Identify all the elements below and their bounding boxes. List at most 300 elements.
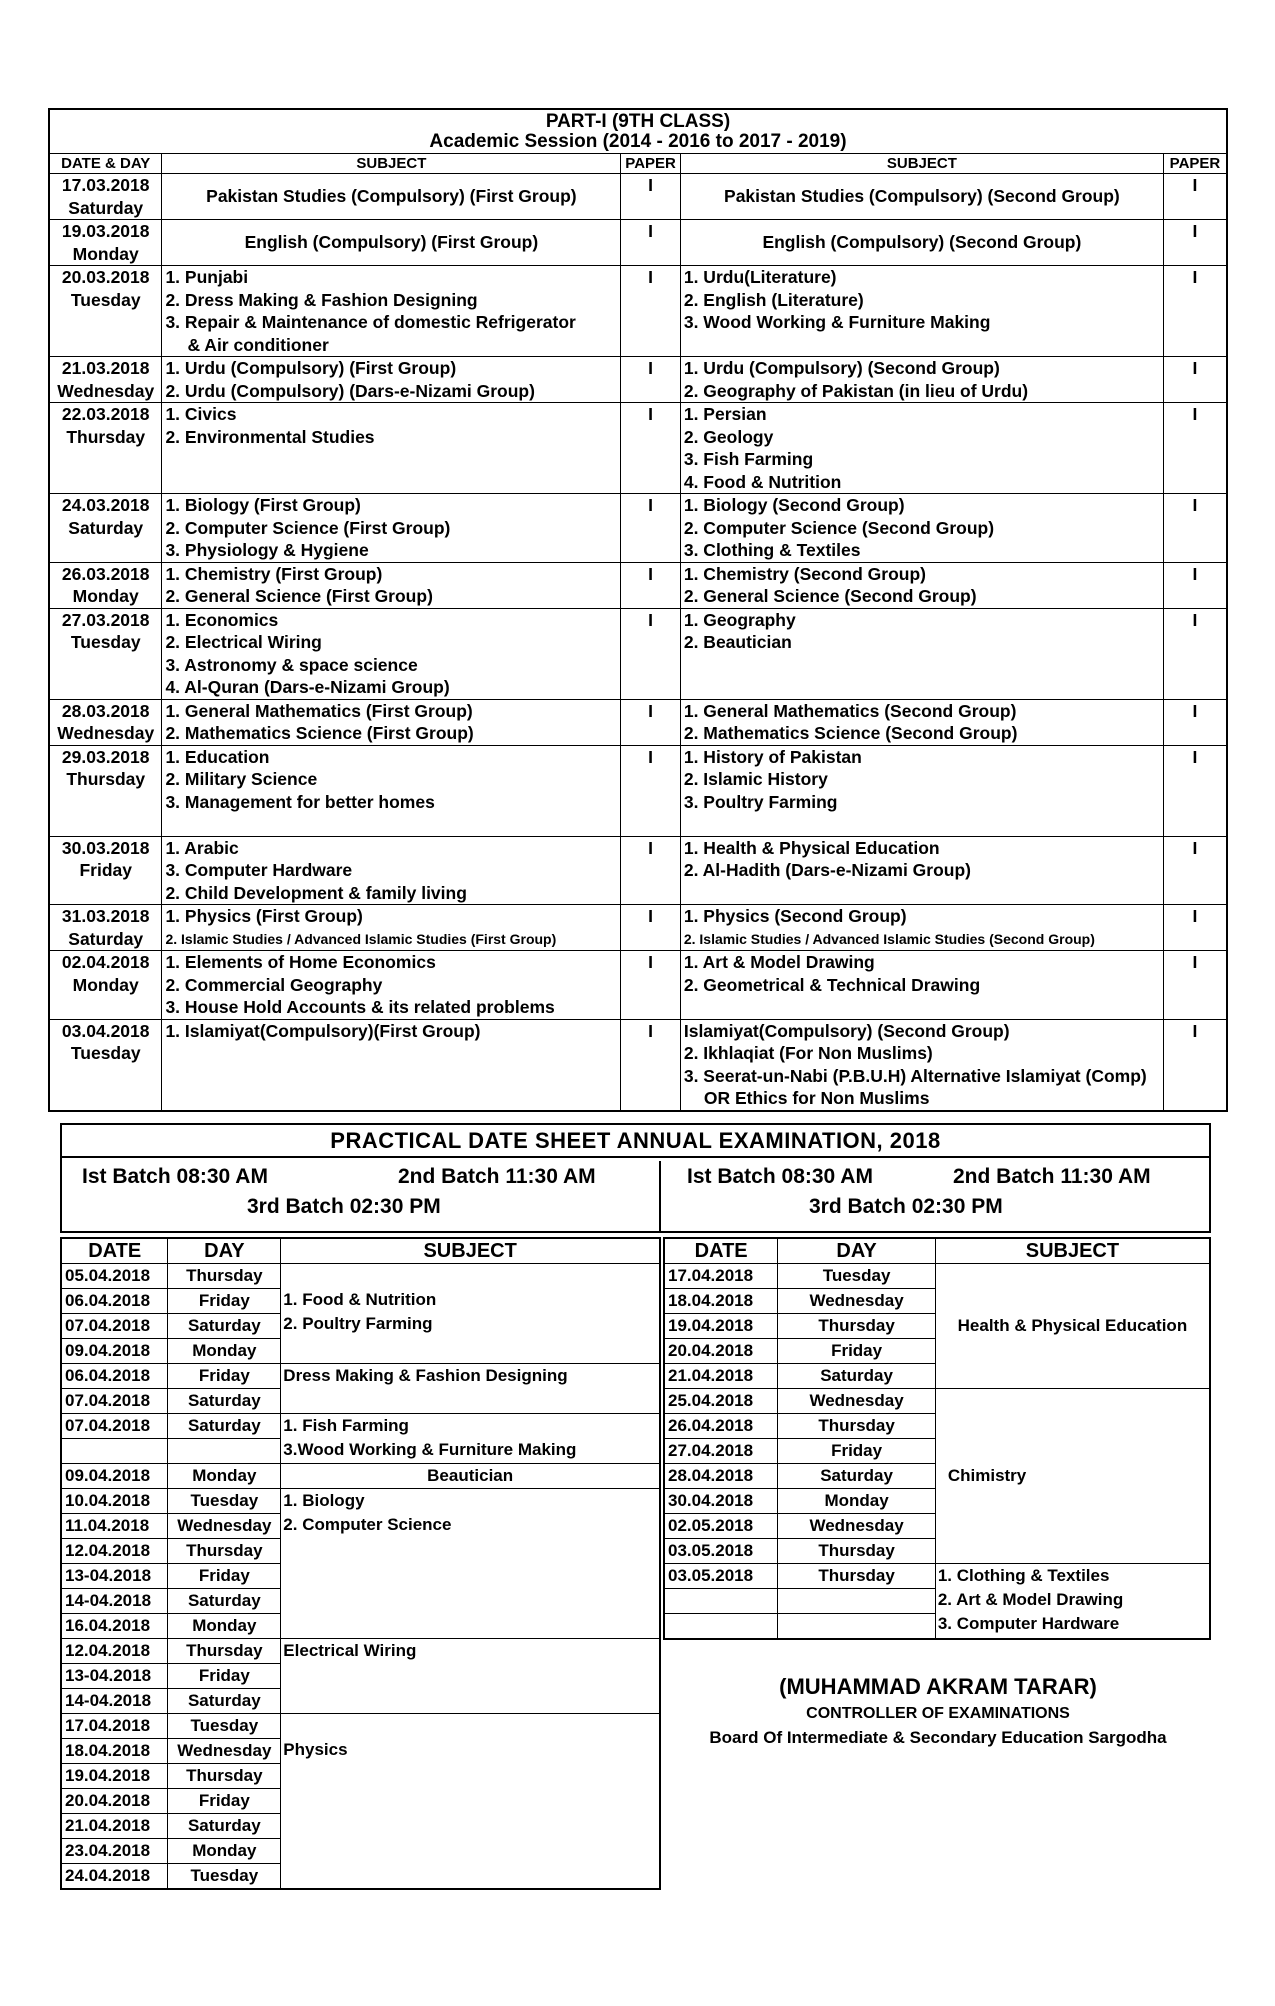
practical-day: Tuesday xyxy=(168,1714,281,1739)
subject-line: 1. Biology (First Group) xyxy=(165,495,361,515)
subject-line: 1. Arabic xyxy=(165,837,239,858)
exam-day: Thursday xyxy=(66,426,146,447)
date-day-cell xyxy=(49,699,162,745)
exam-date: 21.03.2018 xyxy=(61,358,150,378)
paper-cell: I xyxy=(1163,745,1227,836)
subject-cell xyxy=(162,836,621,905)
practical-day: Wednesday xyxy=(778,1389,936,1414)
practical-date: 12.04.2018 xyxy=(61,1539,168,1564)
practical-date: 14-04.2018 xyxy=(61,1589,168,1614)
practical-day: Thursday xyxy=(168,1639,281,1664)
subject-line: 2. General Science (First Group) xyxy=(165,586,433,606)
practical-day: Monday xyxy=(778,1489,936,1514)
subject-cell xyxy=(162,1019,621,1111)
date-day-cell xyxy=(49,494,162,563)
subject-line: 2. Commercial Geography xyxy=(165,974,383,995)
practical-day: Saturday xyxy=(778,1464,936,1489)
date-day-cell xyxy=(49,266,162,357)
practical-date: 09.04.2018 xyxy=(61,1339,168,1364)
practical-subject-cell xyxy=(281,1264,660,1364)
subject-cell xyxy=(162,266,621,357)
subject-line: Pakistan Studies (Compulsory) (First Group) xyxy=(206,186,577,207)
exam-row xyxy=(49,357,1227,403)
subject-line: OR Ethics for Non Muslims xyxy=(703,1088,930,1108)
signature-block xyxy=(663,1672,1213,1750)
practical-day: Friday xyxy=(168,1364,281,1389)
practical-date: 26.04.2018 xyxy=(664,1414,778,1439)
subject-line: 2. Al-Hadith (Dars-e-Nizami Group) xyxy=(683,860,971,880)
practical-subject: Dress Making & Fashion Designing xyxy=(283,1366,568,1385)
subject-line xyxy=(684,813,1160,836)
paper-cell: I xyxy=(621,403,681,494)
subject-cell xyxy=(680,357,1163,403)
subject-cell xyxy=(680,220,1163,266)
subject-line: 1. Physics (Second Group) xyxy=(683,906,907,926)
subject-line: 1. Chemistry (Second Group) xyxy=(683,563,926,584)
subject-line: 1. Education xyxy=(165,746,270,767)
subject-line: 2. Geology xyxy=(683,426,774,447)
exam-date: 30.03.2018 xyxy=(61,837,150,858)
batch-1-time: Ist Batch 08:30 AM xyxy=(82,1165,268,1188)
practical-day: Friday xyxy=(168,1664,281,1689)
practical-date: 17.04.2018 xyxy=(61,1714,168,1739)
paper-cell: I xyxy=(1163,951,1227,1020)
practical-day: Wednesday xyxy=(168,1739,281,1764)
exam-date: 28.03.2018 xyxy=(61,700,150,721)
subject-line: 1. Persian xyxy=(683,404,767,424)
practical-subject: Beautician xyxy=(427,1466,514,1485)
subject-line: 1. Art & Model Drawing xyxy=(683,952,875,972)
subject-line: 1. Health & Physical Education xyxy=(683,837,940,858)
exam-row xyxy=(49,403,1227,494)
paper-cell: I xyxy=(1163,1019,1227,1111)
paper-cell: I xyxy=(621,266,681,357)
day-header: DAY xyxy=(778,1238,936,1264)
subject-line: 2. Military Science xyxy=(165,769,318,789)
practical-header-row xyxy=(61,1238,660,1264)
subject-line: 3. Computer Hardware xyxy=(165,860,353,880)
paper-cell: I xyxy=(1163,357,1227,403)
practical-subject: Chimistry xyxy=(947,1466,1027,1485)
paper-cell: I xyxy=(621,1019,681,1111)
paper-cell: I xyxy=(1163,494,1227,563)
practical-date: 28.04.2018 xyxy=(664,1464,778,1489)
practical-header-row xyxy=(664,1238,1210,1264)
subject-cell xyxy=(680,951,1163,1020)
date-day-cell xyxy=(49,174,162,220)
subject-line: 2. General Science (Second Group) xyxy=(683,586,977,606)
subject-line xyxy=(165,1042,617,1065)
exam-date: 29.03.2018 xyxy=(61,746,150,767)
exam-day: Tuesday xyxy=(70,632,141,652)
practical-date: 03.05.2018 xyxy=(664,1539,778,1564)
practical-day: Saturday xyxy=(168,1414,281,1439)
subject-cell xyxy=(680,494,1163,563)
practical-row xyxy=(61,1489,660,1514)
practical-subject: 3.Wood Working & Furniture Making xyxy=(283,1440,577,1459)
date-day-cell xyxy=(49,905,162,951)
practical-day: Thursday xyxy=(778,1539,936,1564)
paper-cell: I xyxy=(621,951,681,1020)
practical-date: 11.04.2018 xyxy=(61,1514,168,1539)
practical-day: Tuesday xyxy=(168,1864,281,1890)
practical-subject: 2. Art & Model Drawing xyxy=(937,1590,1124,1609)
exam-row xyxy=(49,220,1227,266)
paper-cell: I xyxy=(1163,562,1227,608)
subject-cell xyxy=(162,403,621,494)
practical-day: Thursday xyxy=(778,1564,936,1589)
practical-subject-cell xyxy=(281,1489,660,1639)
subject-line: English (Compulsory) (Second Group) xyxy=(762,232,1082,253)
subject-line: 3. Fish Farming xyxy=(683,449,814,469)
paper-cell: I xyxy=(621,562,681,608)
practical-subject-cell xyxy=(281,1414,660,1464)
practical-day: Friday xyxy=(778,1339,936,1364)
subject-cell xyxy=(680,905,1163,951)
practical-subject-cell xyxy=(935,1564,1210,1640)
date-day-cell xyxy=(49,220,162,266)
practical-date: 23.04.2018 xyxy=(61,1839,168,1864)
subject-cell xyxy=(680,174,1163,220)
paper-cell: I xyxy=(621,699,681,745)
paper-cell: I xyxy=(1163,836,1227,905)
subject-line: 1. General Mathematics (First Group) xyxy=(165,700,473,721)
paper-cell: I xyxy=(1163,905,1227,951)
subject-cell xyxy=(680,562,1163,608)
batch-times-left xyxy=(62,1161,661,1231)
practical-row xyxy=(61,1639,660,1664)
practical-day: Friday xyxy=(778,1439,936,1464)
practical-day: Saturday xyxy=(168,1814,281,1839)
subject-line: 3. Poultry Farming xyxy=(683,791,838,812)
practical-row xyxy=(61,1364,660,1389)
paper-cell: I xyxy=(1163,174,1227,220)
practical-day: Thursday xyxy=(778,1414,936,1439)
practical-row xyxy=(61,1714,660,1739)
practical-row xyxy=(664,1389,1210,1414)
exam-date: 03.04.2018 xyxy=(61,1020,150,1041)
subject-line: 3. Wood Working & Furniture Making xyxy=(683,312,991,332)
subject-cell xyxy=(162,905,621,951)
subject-line: Islamiyat(Compulsory) (Second Group) xyxy=(683,1020,1010,1041)
exam-row xyxy=(49,494,1227,563)
paper-header: PAPER xyxy=(621,154,681,174)
date-day-cell xyxy=(49,608,162,699)
practical-subject xyxy=(283,1336,657,1360)
exam-row xyxy=(49,745,1227,836)
subject-line: 4. Al-Quran (Dars-e-Nizami Group) xyxy=(165,677,450,697)
subject-cell xyxy=(162,951,621,1020)
practical-day: Friday xyxy=(168,1789,281,1814)
practical-subject: 1. Fish Farming xyxy=(283,1416,409,1435)
subject-line: 3. Repair & Maintenance of domestic Refrigerator xyxy=(165,312,576,332)
practical-date: 24.04.2018 xyxy=(61,1864,168,1890)
subject-line: 3. Seerat-un-Nabi (P.B.U.H) Alternative Islamiyat (Comp) xyxy=(683,1065,1147,1086)
subject-line: & Air conditioner xyxy=(187,334,329,355)
paper-cell: I xyxy=(621,174,681,220)
subject-cell xyxy=(680,699,1163,745)
practical-day: Thursday xyxy=(168,1764,281,1789)
date-day-cell xyxy=(49,836,162,905)
practical-subject-cell xyxy=(281,1639,660,1714)
subject-cell xyxy=(162,608,621,699)
subject-line: English (Compulsory) (First Group) xyxy=(244,232,539,253)
practical-date xyxy=(664,1589,778,1614)
exam-date: 17.03.2018 xyxy=(61,175,150,195)
practical-subject xyxy=(283,1714,657,1738)
paper-cell: I xyxy=(621,494,681,563)
exam-date: 19.03.2018 xyxy=(61,221,150,241)
exam-row xyxy=(49,905,1227,951)
practical-date: 30.04.2018 xyxy=(664,1489,778,1514)
practical-subject: 3. Computer Hardware xyxy=(937,1614,1120,1633)
practical-day: Thursday xyxy=(168,1539,281,1564)
paper-cell: I xyxy=(1163,220,1227,266)
subject-line: 2. Geometrical & Technical Drawing xyxy=(683,974,981,995)
practical-subject-cell xyxy=(281,1714,660,1890)
date-day-cell xyxy=(49,403,162,494)
practical-date xyxy=(61,1439,168,1464)
exam-day: Saturday xyxy=(68,197,144,218)
subject-cell xyxy=(680,745,1163,836)
subject-line: 1. Urdu (Compulsory) (First Group) xyxy=(165,358,457,378)
subject-line: 1. Economics xyxy=(165,609,279,630)
practical-date: 21.04.2018 xyxy=(61,1814,168,1839)
subject-line xyxy=(165,1065,617,1088)
subject-cell xyxy=(680,266,1163,357)
paper-cell: I xyxy=(1163,403,1227,494)
part-title: PART-I (9TH CLASS) xyxy=(545,111,731,132)
batch-1-time: Ist Batch 08:30 AM xyxy=(687,1165,873,1188)
paper-cell: I xyxy=(621,220,681,266)
practical-day: Monday xyxy=(168,1614,281,1639)
practical-day: Friday xyxy=(168,1289,281,1314)
paper-header: PAPER xyxy=(1163,154,1227,174)
subject-line: 3. House Hold Accounts & its related problems xyxy=(165,997,555,1017)
subject-cell xyxy=(162,745,621,836)
date-header: DATE xyxy=(61,1238,168,1264)
subject-cell xyxy=(162,699,621,745)
practical-day: Friday xyxy=(168,1564,281,1589)
practical-date: 14-04.2018 xyxy=(61,1689,168,1714)
paper-cell: I xyxy=(621,357,681,403)
practical-date: 18.04.2018 xyxy=(61,1739,168,1764)
exam-day: Saturday xyxy=(68,517,144,538)
practical-subject: 2. Computer Science xyxy=(283,1515,452,1534)
subject-cell xyxy=(680,608,1163,699)
subject-line: 2. Islamic History xyxy=(683,769,828,789)
subject-cell xyxy=(680,403,1163,494)
practical-date: 12.04.2018 xyxy=(61,1639,168,1664)
controller-name: (MUHAMMAD AKRAM TARAR) xyxy=(779,1674,1097,1699)
subject-line: 3. Physiology & Hygiene xyxy=(165,540,369,560)
exam-day: Thursday xyxy=(66,769,146,789)
subject-line: 2. Geography of Pakistan (in lieu of Urdu) xyxy=(683,380,1029,401)
practical-date: 06.04.2018 xyxy=(61,1364,168,1389)
practical-day: Saturday xyxy=(778,1364,936,1389)
practical-subject-cell xyxy=(281,1464,660,1489)
practical-subject-cell xyxy=(281,1364,660,1414)
practical-date: 05.04.2018 xyxy=(61,1264,168,1289)
subject-line: 2. Mathematics Science (Second Group) xyxy=(683,723,1018,743)
subject-cell xyxy=(162,562,621,608)
practical-subject: Health & Physical Education xyxy=(957,1316,1188,1335)
practical-subject: 2. Poultry Farming xyxy=(283,1314,433,1333)
subject-line: 2. Dress Making & Fashion Designing xyxy=(165,289,478,310)
date-day-cell xyxy=(49,1019,162,1111)
practical-day: Tuesday xyxy=(168,1489,281,1514)
practical-date: 21.04.2018 xyxy=(664,1364,778,1389)
practical-date: 17.04.2018 xyxy=(664,1264,778,1289)
subject-header: SUBJECT xyxy=(935,1238,1210,1264)
practical-subject-cell xyxy=(935,1389,1210,1564)
practical-date: 19.04.2018 xyxy=(61,1764,168,1789)
subject-line: 1. History of Pakistan xyxy=(683,746,862,767)
subject-line: 2. Electrical Wiring xyxy=(165,632,322,652)
practical-day: Monday xyxy=(168,1464,281,1489)
subject-cell xyxy=(680,1019,1163,1111)
exam-day: Wednesday xyxy=(57,380,155,401)
subject-line: 2. Islamic Studies / Advanced Islamic Studies (First Group) xyxy=(165,930,557,947)
practical-day: Wednesday xyxy=(778,1514,936,1539)
practical-date: 10.04.2018 xyxy=(61,1489,168,1514)
subject-line: 2. Islamic Studies / Advanced Islamic Studies (Second Group) xyxy=(683,930,1095,947)
date-day-cell xyxy=(49,951,162,1020)
subject-line: 1. Urdu(Literature) xyxy=(683,267,837,287)
subject-line: 2. Urdu (Compulsory) (Dars-e-Nizami Group) xyxy=(165,380,535,401)
title-row xyxy=(49,109,1227,154)
practical-day xyxy=(168,1439,281,1464)
exam-row xyxy=(49,266,1227,357)
exam-day: Saturday xyxy=(68,928,144,949)
subject-line: 2. Ikhlaqiat (For Non Muslims) xyxy=(683,1043,933,1063)
practical-row xyxy=(61,1264,660,1289)
subject-line: 2. Mathematics Science (First Group) xyxy=(165,723,474,743)
practical-date: 09.04.2018 xyxy=(61,1464,168,1489)
exam-day: Tuesday xyxy=(70,1043,141,1063)
subject-line xyxy=(684,882,1160,905)
practical-subject xyxy=(283,1264,657,1288)
practical-date: 16.04.2018 xyxy=(61,1614,168,1639)
subject-line: 1. Physics (First Group) xyxy=(165,906,363,926)
practical-date: 13-04.2018 xyxy=(61,1564,168,1589)
exam-day: Monday xyxy=(72,586,139,606)
subject-header: SUBJECT xyxy=(281,1238,660,1264)
practical-day: Thursday xyxy=(168,1264,281,1289)
date-day-cell xyxy=(49,357,162,403)
practical-day: Monday xyxy=(168,1839,281,1864)
subject-cell xyxy=(162,357,621,403)
practical-day: Tuesday xyxy=(778,1264,936,1289)
subject-line: 2. Beautician xyxy=(683,632,792,652)
practical-subject: Electrical Wiring xyxy=(283,1641,417,1660)
subject-line: 4. Food & Nutrition xyxy=(683,471,842,492)
practical-date: 20.04.2018 xyxy=(61,1789,168,1814)
controller-title: CONTROLLER OF EXAMINATIONS xyxy=(806,1705,1070,1722)
practical-date: 19.04.2018 xyxy=(664,1314,778,1339)
batch-2-time: 2nd Batch 11:30 AM xyxy=(953,1165,1151,1188)
practical-date xyxy=(664,1614,778,1640)
paper-cell: I xyxy=(621,608,681,699)
exam-row xyxy=(49,951,1227,1020)
practical-day: Saturday xyxy=(168,1314,281,1339)
practical-date: 06.04.2018 xyxy=(61,1289,168,1314)
paper-cell: I xyxy=(1163,608,1227,699)
header-row xyxy=(49,154,1227,174)
theory-date-sheet-table xyxy=(48,108,1228,1112)
practical-date: 07.04.2018 xyxy=(61,1414,168,1439)
subject-line: 3. Astronomy & space science xyxy=(165,654,418,675)
subject-line: 1. Chemistry (First Group) xyxy=(165,563,383,584)
exam-row xyxy=(49,1019,1227,1111)
subject-line: 2. Environmental Studies xyxy=(165,426,375,447)
subject-cell xyxy=(680,836,1163,905)
batch-times-right xyxy=(661,1161,1211,1231)
practical-date: 07.04.2018 xyxy=(61,1389,168,1414)
practical-row xyxy=(664,1264,1210,1289)
session-title: Academic Session (2014 - 2016 to 2017 - 2019) xyxy=(429,131,847,152)
subject-line: 2. Computer Science (First Group) xyxy=(165,517,451,538)
practical-day: Saturday xyxy=(168,1689,281,1714)
subject-line: 1. Civics xyxy=(165,404,237,424)
batch-2-time: 2nd Batch 11:30 AM xyxy=(398,1165,596,1188)
exam-day: Monday xyxy=(72,243,139,264)
practical-day: Monday xyxy=(168,1339,281,1364)
exam-day: Monday xyxy=(72,974,139,995)
practical-table-left xyxy=(60,1237,661,1890)
practical-day: Saturday xyxy=(168,1389,281,1414)
subject-cell xyxy=(162,174,621,220)
subject-line: 1. Biology (Second Group) xyxy=(683,495,905,515)
exam-date: 26.03.2018 xyxy=(61,563,150,584)
practical-date: 03.05.2018 xyxy=(664,1564,778,1589)
practical-day: Wednesday xyxy=(168,1514,281,1539)
practical-subject: 1. Clothing & Textiles xyxy=(937,1566,1110,1585)
exam-row xyxy=(49,174,1227,220)
practical-day: Wednesday xyxy=(778,1289,936,1314)
subject-line: 3. Management for better homes xyxy=(165,791,435,812)
subject-line: 2. Child Development & family living xyxy=(165,882,467,903)
date-day-cell xyxy=(49,562,162,608)
practical-title: PRACTICAL DATE SHEET ANNUAL EXAMINATION, 2018 xyxy=(62,1125,1209,1158)
practical-header xyxy=(60,1123,1211,1233)
exam-date: 22.03.2018 xyxy=(61,404,150,424)
exam-row xyxy=(49,608,1227,699)
date-day-cell xyxy=(49,745,162,836)
batch-3-time: 3rd Batch 02:30 PM xyxy=(809,1195,1003,1218)
subject-cell xyxy=(162,494,621,563)
date-header: DATE xyxy=(664,1238,778,1264)
practical-date: 20.04.2018 xyxy=(664,1339,778,1364)
exam-day: Tuesday xyxy=(70,289,141,310)
subject-line xyxy=(165,1087,617,1110)
paper-cell: I xyxy=(1163,699,1227,745)
paper-cell: I xyxy=(621,745,681,836)
paper-cell: I xyxy=(621,836,681,905)
exam-row xyxy=(49,836,1227,905)
exam-date: 20.03.2018 xyxy=(61,267,150,287)
exam-row xyxy=(49,699,1227,745)
board-name: Board Of Intermediate & Secondary Education Sargodha xyxy=(709,1728,1167,1747)
subject-line xyxy=(165,813,617,836)
exam-day: Friday xyxy=(79,860,132,880)
practical-day: Thursday xyxy=(778,1314,936,1339)
exam-day: Wednesday xyxy=(57,723,155,743)
subject-line xyxy=(684,996,1160,1019)
practical-date: 02.05.2018 xyxy=(664,1514,778,1539)
subject-header: SUBJECT xyxy=(162,154,621,174)
subject-line: 1. Islamiyat(Compulsory)(First Group) xyxy=(165,1020,481,1041)
